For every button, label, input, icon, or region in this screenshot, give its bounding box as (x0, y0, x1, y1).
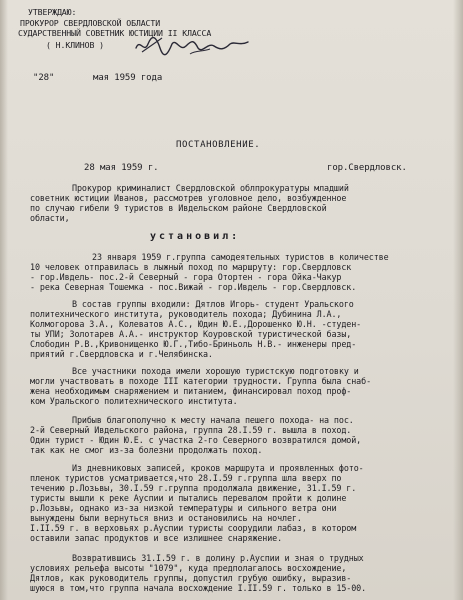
body-line: туристы вышли к реке Ауспии и пытались перевалом пройти к долине (30, 493, 347, 503)
body-line: Дятлов, как руководитель группы, допустил грубую ошибку, выразив- (30, 573, 352, 583)
body-line: пленок туристов усматривается,что 28.I.59 г.группа шла вверх по (30, 473, 342, 483)
body-line: - гор.Ивдель- пос.2-й Северный - гора Отортен - гора Ойка-Чакур (30, 272, 342, 282)
intro-line: советник юстиции Иванов, рассмотрев уголовное дело, возбужденное (30, 193, 347, 203)
body-line: В состав группы входили: Дятлов Игорь- студент Уральского (72, 299, 354, 309)
body-line: 2-й Северный Ивдельского района, группа 28.I.59 г. вышла в поход. (30, 425, 352, 435)
body-line: Колмогорова З.А., Колеватов А.С., Юдин Ю.Е.,Дорошенко Ю.Н. -студен- (30, 319, 362, 329)
body-line: Слободин Р.В.,Кривонищенко Ю.Г.,Тибо-Бриньоль Н.В.- инженеры пред- (30, 339, 357, 349)
intro-line: области, (30, 213, 70, 223)
body-line: оставили запас продуктов и все излишнее снаряжение. (30, 533, 283, 543)
approval-line: ПРОКУРОР СВЕРДЛОВСКОЙ ОБЛАСТИ (20, 18, 161, 28)
approval-day: "28" (33, 73, 55, 83)
approval-line: СУДАРСТВЕННЫЙ СОВЕТНИК ЮСТИЦИИ II КЛАССА (18, 28, 212, 38)
body-line: течению р.Лозьвы, 30.I.59 г.группа продолжала движение, 31.I.59 г. (30, 483, 357, 493)
approval-name: ( Н.КЛИНОВ ) (46, 40, 104, 50)
document-city: гор.Свердловск. (327, 163, 407, 173)
intro-line: по случаю гибели 9 туристов в Ивдельском районе Свердловской (30, 203, 327, 213)
approval-date: мая 1959 года (93, 73, 163, 83)
body-line: приятий г.Свердловска и г.Челябинска. (30, 349, 213, 359)
body-line: - река Северная Тошемка - пос.Вижай - гор.Ивдель - гор.Свердловск. (30, 282, 357, 292)
body-line: Возвратившись 31.I.59 г. в долину р.Ауспии и зная о трудных (72, 553, 364, 563)
body-line: ты УПИ; Золотарев А.А.- инструктор Коуровской туристической базы, (30, 329, 352, 339)
body-line: ком Уральского политехнического института. (30, 396, 238, 406)
section-heading: установил: (150, 231, 241, 242)
body-line: могли участвовать в походе III категории трудности. Группа была снаб- (30, 376, 372, 386)
document-title: ПОСТАНОВЛЕНИЕ. (176, 140, 261, 150)
body-line: 10 человек отправилась в лыжный поход по маршруту: гор.Свердловск (30, 262, 352, 272)
intro-line: Прокурор криминалист Свердловской облпрокуратуры младший (72, 183, 349, 193)
body-line: I.II.59 г. в верховьях р.Ауспии туристы соорудили лабаз, в котором (30, 523, 357, 533)
scan-edge-shadow (0, 0, 8, 600)
body-line: р.Лозьвы, однако из-за низкой температуры и сильного ветра они (30, 503, 337, 513)
scan-edge-shadow (453, 0, 463, 600)
body-line: политехнического института, руководитель похода; Дубинина Л.А., (30, 309, 342, 319)
body-line: Один турист - Юдин Ю.Е. с участка 2-го Северного возвратился домой, (30, 435, 362, 445)
body-line: так как не смог из-за болезни продолжать поход. (30, 445, 263, 455)
body-line: условиях рельефа высоты "1079", куда предполагалось восхождение, (30, 563, 347, 573)
body-line: 23 января 1959 г.группа самодеятельных туристов в количестве (92, 252, 389, 262)
document-date: 28 мая 1959 г. (84, 163, 159, 173)
approval-caption: УТВЕРЖДАЮ: (28, 7, 77, 17)
body-line: Прибыв благополучно к месту начала пешего похода- на пос. (72, 415, 354, 425)
body-line: жена необходимым снаряжением и питанием, финансировал поход проф- (30, 386, 352, 396)
handwritten-signature (132, 32, 252, 58)
body-line: шуюся в том,что группа начала восхождение I.II.59 г. только в 15-00. (30, 583, 367, 593)
body-line: Из дневниковых записей, кроков маршрута и проявленных фото- (72, 463, 364, 473)
body-line: вынуждены были вернуться вниз и остановились на ночлег. (30, 513, 302, 523)
body-line: Все участники похода имели хорошую туристскую подготовку и (72, 366, 359, 376)
